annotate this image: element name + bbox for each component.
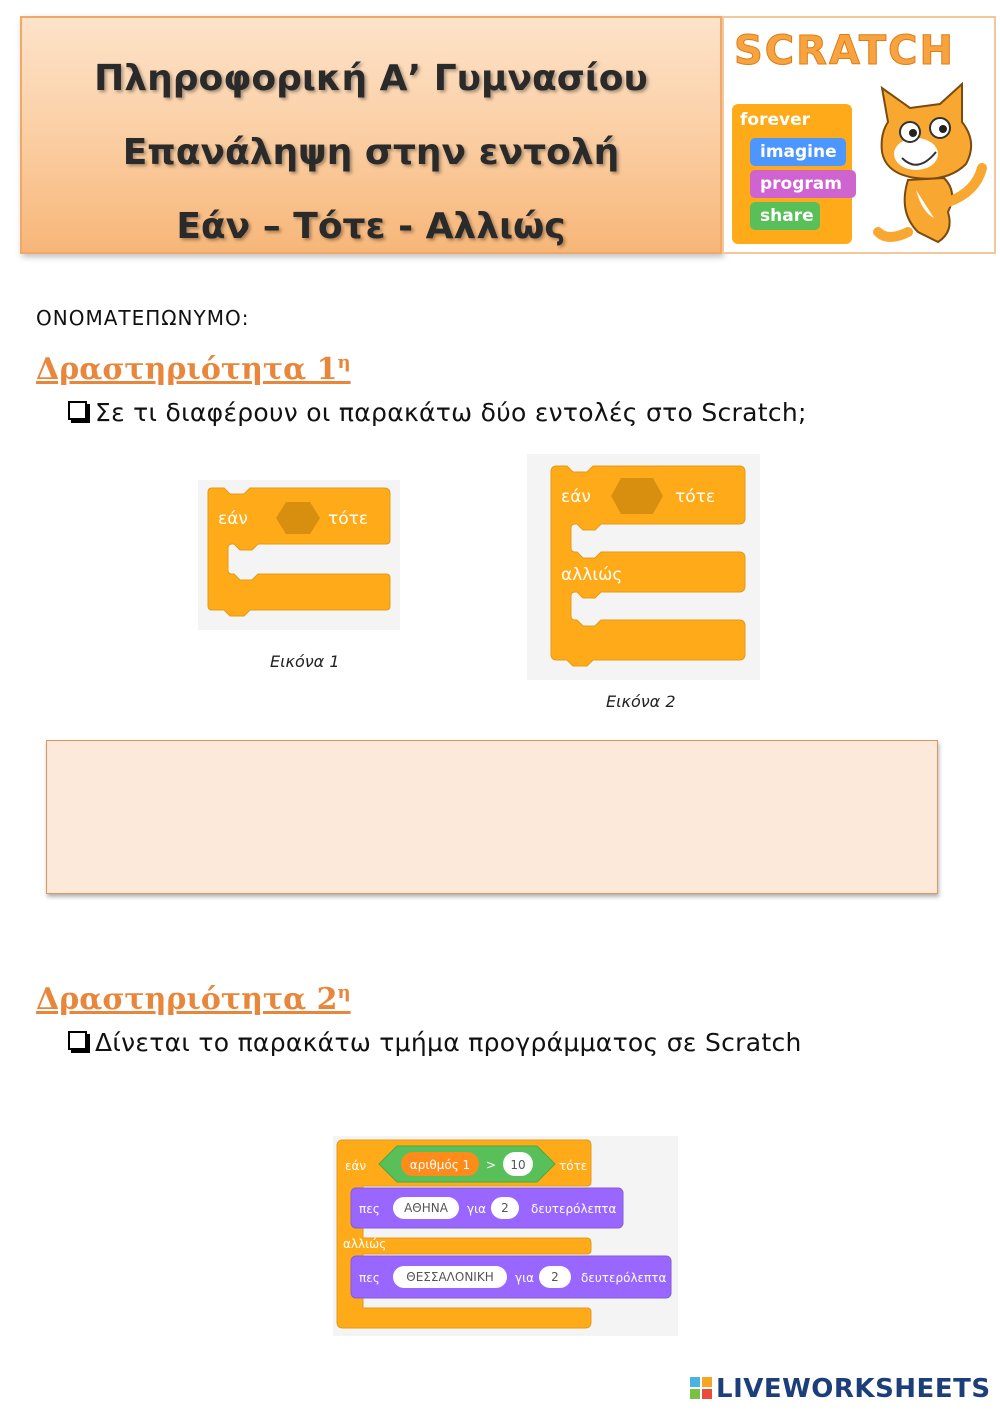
- fig2-if-label: εάν: [561, 487, 591, 507]
- scratch-cat-icon: [858, 82, 988, 248]
- title-line-2: Επανάληψη στην εντολή: [122, 132, 620, 173]
- student-name-label: ΟΝΟΜΑΤΕΠΩΝΥΜΟ:: [36, 306, 250, 330]
- checkbox-bullet-icon: [68, 1031, 87, 1050]
- liveworksheets-icon: [690, 1377, 712, 1399]
- title-line-3: Εάν – Τότε - Αλλιώς: [176, 206, 566, 247]
- say2-secs: 2: [551, 1270, 559, 1284]
- code-else-label: αλλιώς: [343, 1237, 387, 1251]
- say2-text: ΘΕΣΣΑΛΟΝΙΚΗ: [406, 1270, 494, 1284]
- activity-1-title: Δραστηριότητα $1^\eta$: [36, 352, 351, 387]
- logo-block-program: program: [750, 170, 856, 198]
- figure-1-if-then-block: [198, 480, 400, 630]
- figure-1-caption: Εικόνα 1: [270, 652, 340, 671]
- say2-verb: πες: [359, 1271, 380, 1285]
- logo-block-forever: forever: [740, 110, 810, 130]
- say1-verb: πες: [359, 1202, 380, 1216]
- logo-block-imagine: imagine: [750, 138, 846, 166]
- say1-unit: δευτερόλεπτα: [531, 1202, 617, 1216]
- say1-text: ΑΘΗΝΑ: [404, 1201, 448, 1215]
- say2-unit: δευτερόλεπτα: [581, 1271, 667, 1285]
- code-variable: αριθμός 1: [409, 1158, 471, 1172]
- scratch-logo: [722, 16, 996, 254]
- code-operator: >: [485, 1158, 497, 1172]
- say1-for: για: [467, 1202, 487, 1216]
- code-if-label: εάν: [345, 1159, 367, 1173]
- logo-block-share: share: [750, 202, 820, 230]
- activity-1-question: Σε τι διαφέρουν οι παρακάτω δύο εντολές στο Scratch;: [68, 398, 807, 427]
- checkbox-bullet-icon: [68, 401, 87, 420]
- fig2-then-label: τότε: [675, 487, 716, 507]
- scratch-wordmark: SCRATCH: [734, 28, 955, 74]
- activity-2-title: Δραστηριότητα $2^\eta$: [36, 982, 351, 1017]
- say2-for: για: [515, 1271, 535, 1285]
- activity-2-question: Δίνεται το παρακάτω τμήμα προγράμματος σε Scratch: [68, 1028, 802, 1057]
- scratch-program: [333, 1136, 678, 1336]
- answer-textbox[interactable]: [46, 740, 938, 894]
- code-then-label: τότε: [559, 1159, 588, 1173]
- figure-2-if-then-else-block: [527, 454, 760, 680]
- title-line-1: Πληροφορική Α’ Γυμνασίου: [94, 58, 648, 99]
- liveworksheets-logo: LIVEWORKSHEETS: [690, 1374, 991, 1404]
- fig1-if-label: εάν: [218, 509, 248, 529]
- figure-2-caption: Εικόνα 2: [606, 692, 676, 711]
- fig1-then-label: τότε: [328, 509, 369, 529]
- code-value: 10: [510, 1158, 526, 1172]
- title-banner: [20, 16, 722, 254]
- say1-secs: 2: [501, 1201, 509, 1215]
- fig2-else-label: αλλιώς: [561, 565, 623, 585]
